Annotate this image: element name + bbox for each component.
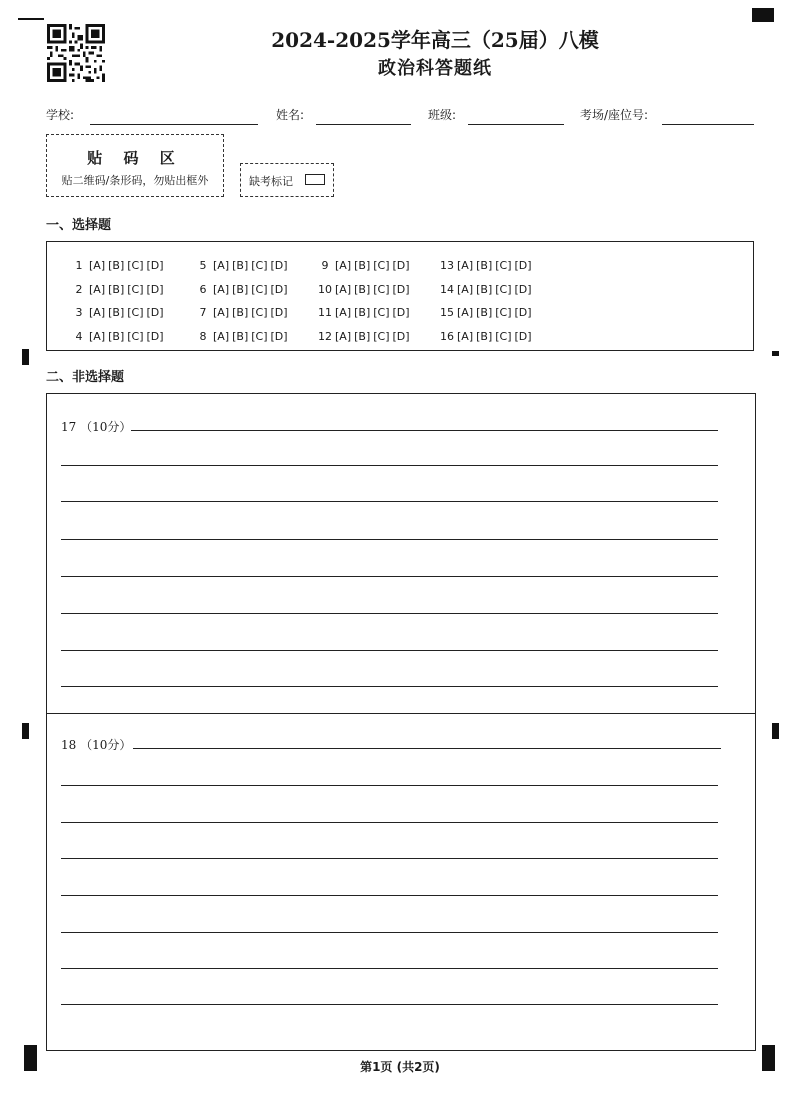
option-c[interactable]: [C] <box>373 282 390 296</box>
option-c[interactable]: [C] <box>251 306 268 320</box>
answer-line[interactable] <box>61 932 718 933</box>
option-a[interactable]: [A] <box>457 329 474 343</box>
answer-line[interactable] <box>61 968 718 969</box>
option-a[interactable]: [A] <box>213 306 230 320</box>
question-17-points: （10分） <box>80 420 132 434</box>
option-d[interactable]: [D] <box>392 282 410 296</box>
option-b[interactable]: [B] <box>232 282 249 296</box>
option-c[interactable]: [C] <box>373 259 390 273</box>
option-b[interactable]: [B] <box>354 282 371 296</box>
option-d[interactable]: [D] <box>146 282 164 296</box>
class-label: 班级: <box>428 108 457 122</box>
option-a[interactable]: [A] <box>213 329 230 343</box>
choice-row <box>315 278 413 302</box>
option-a[interactable]: [A] <box>89 329 106 343</box>
choice-column-4 <box>437 254 535 348</box>
absent-mark-label: 缺考标记 <box>249 175 293 188</box>
option-d[interactable]: [D] <box>392 329 410 343</box>
question-number: 8 <box>199 329 207 343</box>
option-d[interactable]: [D] <box>514 329 532 343</box>
answer-line[interactable] <box>61 858 718 859</box>
name-label: 姓名: <box>276 108 305 122</box>
option-b[interactable]: [B] <box>232 259 249 273</box>
option-b[interactable]: [B] <box>108 306 125 320</box>
option-c[interactable]: [C] <box>373 329 390 343</box>
choice-column-3 <box>315 254 413 348</box>
choice-row <box>437 254 535 278</box>
choice-row <box>69 254 167 278</box>
option-d[interactable]: [D] <box>146 306 164 320</box>
option-b[interactable]: [B] <box>232 329 249 343</box>
choice-row <box>437 325 535 349</box>
class-field[interactable] <box>468 124 564 125</box>
option-a[interactable]: [A] <box>89 259 106 273</box>
page-subtitle: 政治科答题纸 <box>378 58 492 79</box>
choice-row <box>315 325 413 349</box>
section-choice-title: 一、选择题 <box>46 218 112 233</box>
answer-line[interactable] <box>61 822 718 823</box>
option-d[interactable]: [D] <box>270 306 288 320</box>
option-d[interactable]: [D] <box>392 259 410 273</box>
answer-divider <box>47 713 755 714</box>
absent-mark-box <box>240 163 334 197</box>
answer-line[interactable] <box>61 895 718 896</box>
choice-row <box>193 254 291 278</box>
question-number: 15 <box>440 306 454 320</box>
option-b[interactable]: [B] <box>108 282 125 296</box>
answer-line[interactable] <box>61 576 718 577</box>
option-b[interactable]: [B] <box>476 306 493 320</box>
option-a[interactable]: [A] <box>335 306 352 320</box>
answer-line[interactable] <box>61 686 718 687</box>
question-number: 6 <box>199 282 207 296</box>
seat-field[interactable] <box>662 124 754 125</box>
question-number: 3 <box>75 306 83 320</box>
answer-line[interactable] <box>61 501 718 502</box>
option-c[interactable]: [C] <box>251 282 268 296</box>
option-b[interactable]: [B] <box>476 259 493 273</box>
option-d[interactable]: [D] <box>514 259 532 273</box>
option-b[interactable]: [B] <box>476 282 493 296</box>
answer-line[interactable] <box>61 465 718 466</box>
option-a[interactable]: [A] <box>457 306 474 320</box>
question-18-label <box>61 736 131 753</box>
choice-row <box>69 325 167 349</box>
option-c[interactable]: [C] <box>251 329 268 343</box>
option-a[interactable]: [A] <box>335 259 352 273</box>
option-a[interactable]: [A] <box>335 329 352 343</box>
option-b[interactable]: [B] <box>108 259 125 273</box>
choice-row <box>437 278 535 302</box>
question-number: 13 <box>440 259 454 273</box>
choice-row <box>69 301 167 325</box>
option-b[interactable]: [B] <box>354 329 371 343</box>
seat-label: 考场/座位号: <box>580 108 649 122</box>
option-c[interactable]: [C] <box>127 259 144 273</box>
registration-mark-top-right <box>752 8 774 22</box>
open-answer-box <box>46 393 756 1051</box>
choice-row <box>193 278 291 302</box>
question-17-number: 17 <box>61 420 77 434</box>
option-d[interactable]: [D] <box>146 259 164 273</box>
option-a[interactable]: [A] <box>89 306 106 320</box>
question-number: 10 <box>318 282 332 296</box>
option-c[interactable]: [C] <box>127 329 144 343</box>
option-c[interactable]: [C] <box>373 306 390 320</box>
answer-line[interactable] <box>61 785 718 786</box>
question-number: 16 <box>440 329 454 343</box>
choice-row <box>193 325 291 349</box>
option-d[interactable]: [D] <box>270 259 288 273</box>
choice-row <box>315 254 413 278</box>
option-c[interactable]: [C] <box>495 259 512 273</box>
option-a[interactable]: [A] <box>213 259 230 273</box>
option-d[interactable]: [D] <box>270 329 288 343</box>
page-title: 2024-2025学年高三（25届）八模 <box>271 28 599 52</box>
question-number: 4 <box>75 329 83 343</box>
choice-row <box>69 278 167 302</box>
barcode-paste-area <box>46 134 224 197</box>
section-open-title: 二、非选择题 <box>46 370 125 385</box>
choice-column-1 <box>69 254 167 348</box>
registration-mark-left-middle <box>22 723 29 739</box>
option-d[interactable]: [D] <box>270 282 288 296</box>
option-b[interactable]: [B] <box>354 259 371 273</box>
option-d[interactable]: [D] <box>514 282 532 296</box>
question-17-label <box>61 418 131 435</box>
answer-line[interactable] <box>61 539 718 540</box>
option-b[interactable]: [B] <box>476 329 493 343</box>
question-number: 9 <box>321 259 329 273</box>
option-c[interactable]: [C] <box>495 282 512 296</box>
school-field[interactable] <box>90 124 258 125</box>
question-number: 2 <box>75 282 83 296</box>
paste-area-title: 贴 码 区 <box>87 149 183 167</box>
option-c[interactable]: [C] <box>495 329 512 343</box>
name-field[interactable] <box>316 124 411 125</box>
answer-line[interactable] <box>61 613 718 614</box>
option-c[interactable]: [C] <box>127 282 144 296</box>
question-18-points: （10分） <box>80 738 132 752</box>
question-number: 7 <box>199 306 207 320</box>
choice-row <box>437 301 535 325</box>
option-b[interactable]: [B] <box>108 329 125 343</box>
question-number: 14 <box>440 282 454 296</box>
option-a[interactable]: [A] <box>213 282 230 296</box>
choice-column-2 <box>193 254 291 348</box>
question-18-number: 18 <box>61 738 77 752</box>
option-d[interactable]: [D] <box>514 306 532 320</box>
answer-line[interactable] <box>61 1004 718 1005</box>
choice-row <box>193 301 291 325</box>
question-number: 11 <box>318 306 332 320</box>
choice-answer-box <box>46 241 754 351</box>
answer-line[interactable] <box>131 430 718 431</box>
paste-area-note: 贴二维码/条形码，勿贴出框外 <box>61 174 209 187</box>
option-c[interactable]: [C] <box>251 259 268 273</box>
option-d[interactable]: [D] <box>146 329 164 343</box>
option-c[interactable]: [C] <box>127 306 144 320</box>
option-c[interactable]: [C] <box>495 306 512 320</box>
school-label: 学校: <box>46 108 75 122</box>
answer-line[interactable] <box>61 650 718 651</box>
option-a[interactable]: [A] <box>335 282 352 296</box>
absent-mark-checkbox[interactable] <box>305 174 325 185</box>
option-b[interactable]: [B] <box>354 306 371 320</box>
question-number: 1 <box>75 259 83 273</box>
option-a[interactable]: [A] <box>457 259 474 273</box>
question-number: 5 <box>199 259 207 273</box>
corner-tick-top-left <box>18 18 44 20</box>
registration-mark-right-middle <box>772 723 779 739</box>
page-footer: 第1页 (共2页) <box>360 1060 440 1074</box>
registration-mark-right-upper <box>772 351 779 356</box>
answer-line[interactable] <box>133 748 721 749</box>
option-d[interactable]: [D] <box>392 306 410 320</box>
option-a[interactable]: [A] <box>457 282 474 296</box>
question-number: 12 <box>318 329 332 343</box>
option-b[interactable]: [B] <box>232 306 249 320</box>
registration-mark-left-upper <box>22 349 29 365</box>
option-a[interactable]: [A] <box>89 282 106 296</box>
choice-row <box>315 301 413 325</box>
